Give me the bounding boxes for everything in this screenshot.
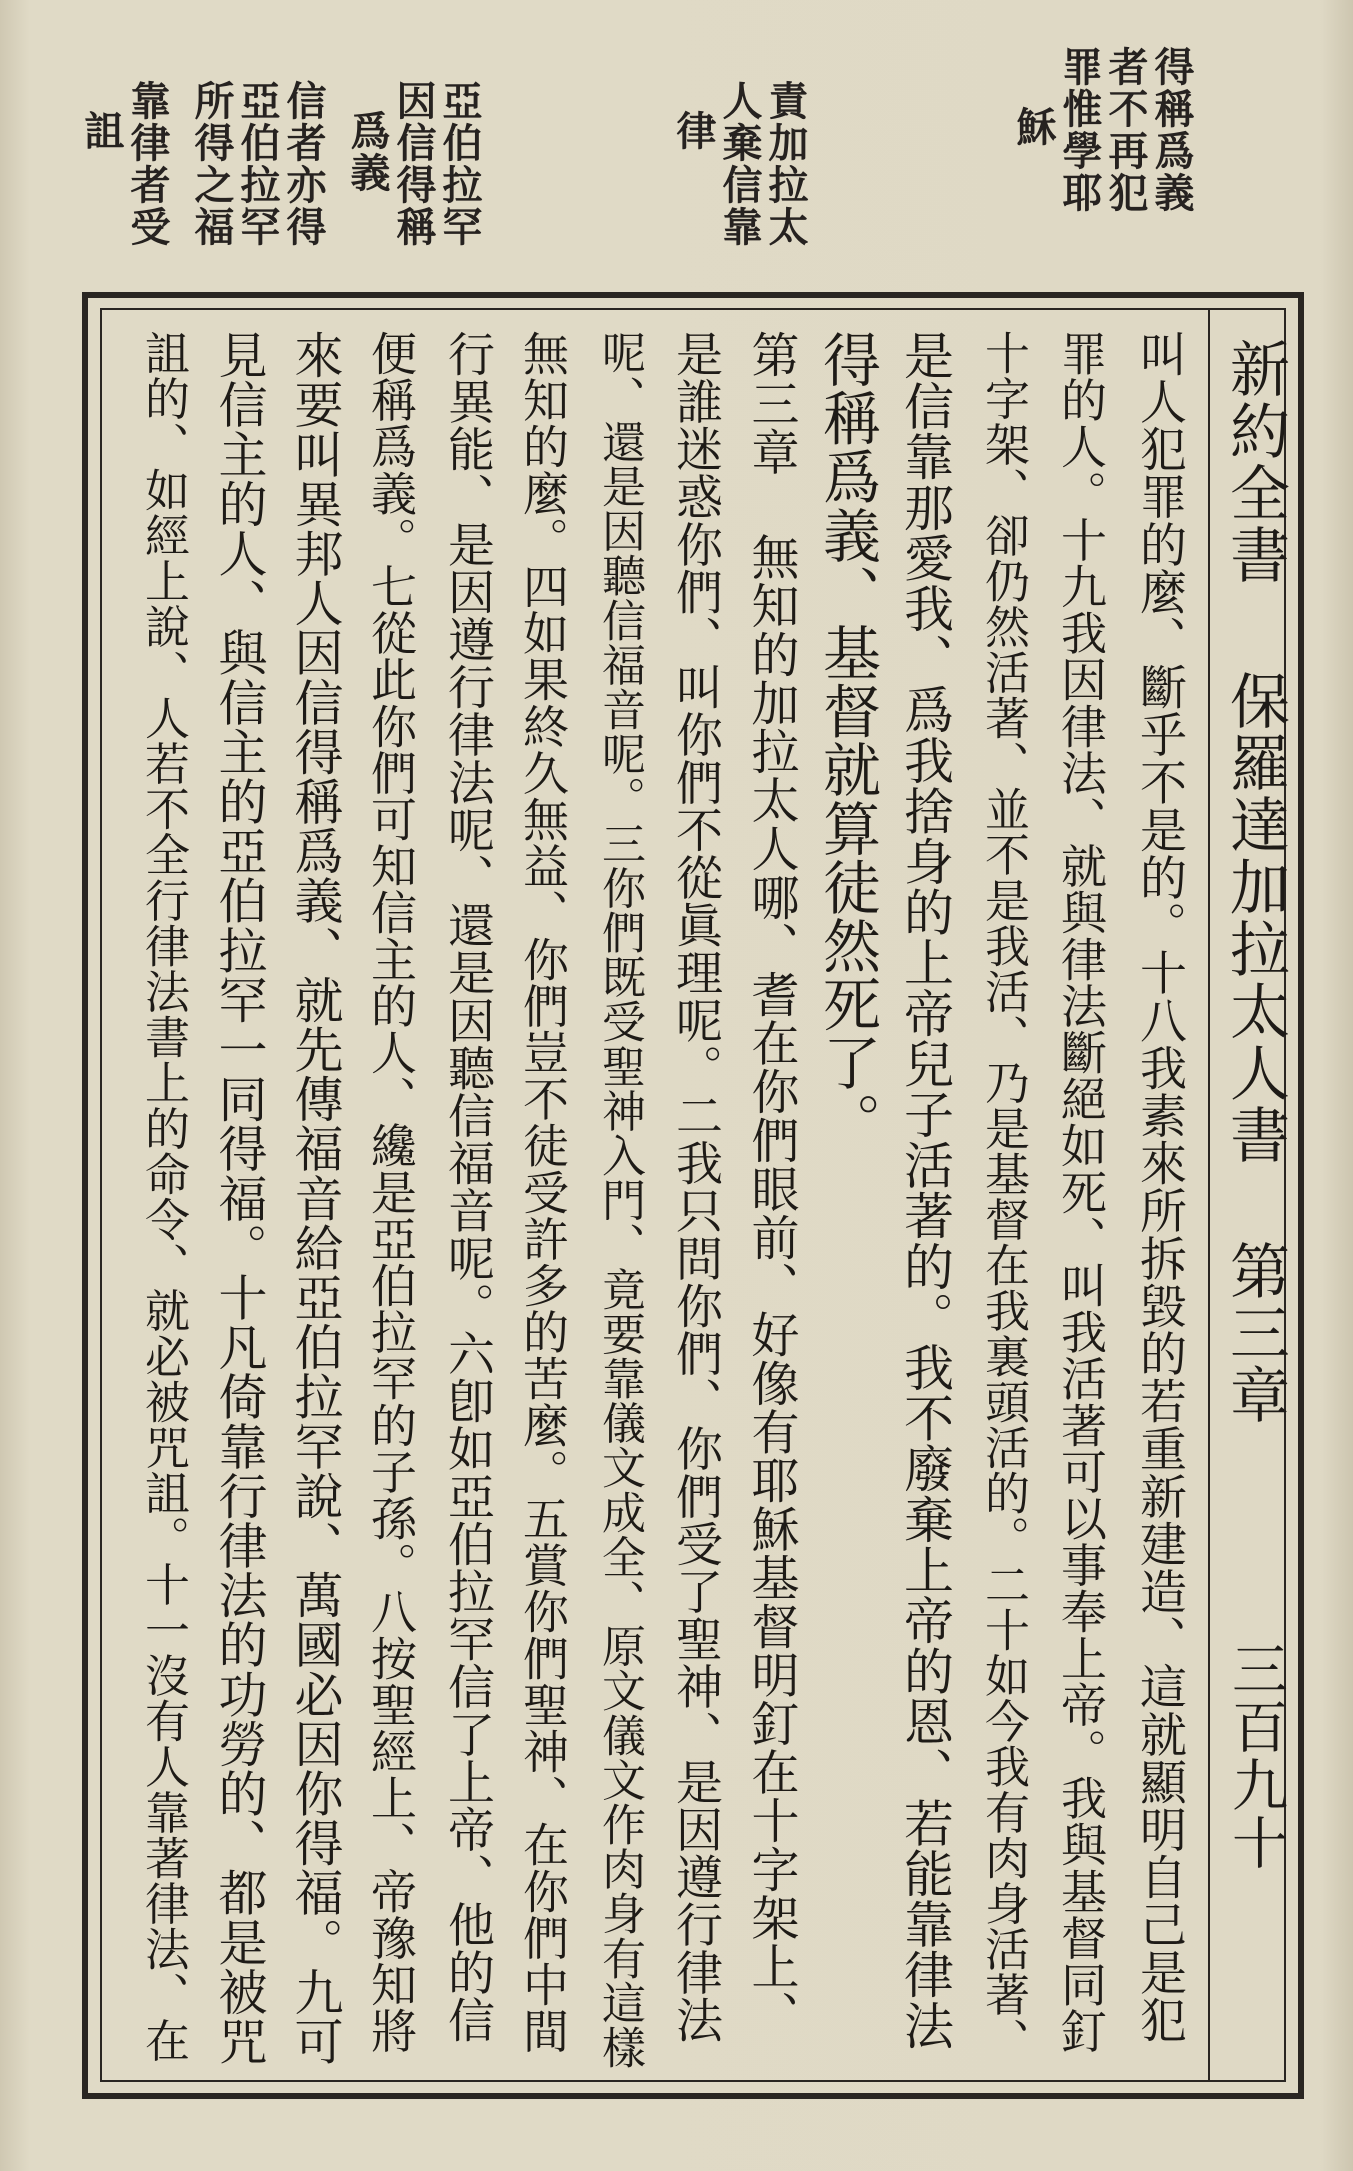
body-column-9: 無知的麼。四如果終久無益、你們豈不徒受許多的苦麼。五賞你們聖神、在你們中間 bbox=[516, 330, 570, 2055]
body-column-1: 叫人犯罪的麼、斷乎不是的。十八我素來所拆毀的若重新建造、這就顯明自己是犯 bbox=[1132, 330, 1187, 2044]
annotation-2a: 責加拉太 bbox=[762, 80, 809, 248]
body-column-14: 詛的、如經上說、人若不全行律法書上的命令、就必被咒詛。十一沒有人靠著律法、在 bbox=[137, 330, 190, 2063]
annotation-1a: 得稱爲義 bbox=[1148, 46, 1195, 214]
body-column-10: 行異能、是因遵行律法呢、還是因聽信福音呢。六卽如亞伯拉罕信了上帝、他的信 bbox=[440, 330, 495, 2044]
book-title: 新約全書 bbox=[1220, 338, 1290, 586]
chapter-heading: 第三章 bbox=[1220, 1240, 1290, 1426]
body-column-11: 便稱爲義。七從此你們可知信主的人、纔是亞伯拉罕的子孫。八按聖經上、帝豫知將 bbox=[364, 330, 418, 2055]
body-column-4: 是信靠那愛我、爲我捨身的上帝兒子活著的。我不廢棄上帝的恩、若能靠律法 bbox=[896, 330, 954, 2051]
annotation-2b: 人棄信靠 bbox=[716, 80, 763, 248]
annotation-1d: 穌 bbox=[1010, 106, 1057, 148]
annotation-4a: 信者亦得 bbox=[280, 80, 327, 248]
body-column-3: 十字架、卻仍然活著、並不是我活、乃是基督在我裏頭活的。二十如今我有肉身活著、 bbox=[977, 330, 1030, 2063]
annotation-2c: 律 bbox=[670, 110, 717, 152]
annotation-4b: 亞伯拉罕 bbox=[234, 80, 281, 248]
annotation-1b: 者不再犯 bbox=[1102, 46, 1149, 214]
annotation-1c: 罪惟學耶 bbox=[1056, 46, 1103, 214]
annotation-3c: 爲義 bbox=[344, 110, 391, 194]
body-column-13: 見信主的人、與信主的亞伯拉罕一同得福。十凡倚靠行律法的功勞的、都是被咒 bbox=[211, 330, 268, 2066]
annotation-3b: 因信得稱 bbox=[390, 80, 437, 248]
body-column-6: 第三章 無知的加拉太人哪、耆在你們眼前、好像有耶穌基督明釘在十字架上、 bbox=[743, 330, 799, 2039]
body-column-7: 是誰迷惑你們、叫你們不從眞理呢。二我只問你們、你們受了聖神、是因遵行律法 bbox=[668, 330, 723, 2044]
annotation-3a: 亞伯拉罕 bbox=[436, 80, 483, 248]
header-rule bbox=[1208, 310, 1210, 2080]
annotation-5a: 靠律者受 bbox=[124, 80, 171, 248]
annotation-5b: 詛 bbox=[78, 110, 125, 152]
annotation-4c: 所得之福 bbox=[188, 80, 235, 248]
body-column-2: 罪的人。十九我因律法、就與律法斷絕如死、叫我活著可以事奉上帝。我與基督同釘 bbox=[1054, 330, 1108, 2055]
body-column-12: 來要叫異邦人因信得稱爲義、就先傳福音給亞伯拉罕說、萬國必因你得福。九可 bbox=[287, 330, 344, 2066]
epistle-title: 保羅達加拉太人書 bbox=[1220, 670, 1290, 1166]
body-column-8: 呢、還是因聽信福音呢。三你們既受聖神入門、竟要靠儀文成全、原文儀文作肉身有這樣 bbox=[594, 330, 645, 2070]
body-column-5: 得稱爲義、基督就算徒然死了。 bbox=[813, 330, 881, 1151]
page-number: 三百九十 bbox=[1223, 1640, 1288, 1872]
